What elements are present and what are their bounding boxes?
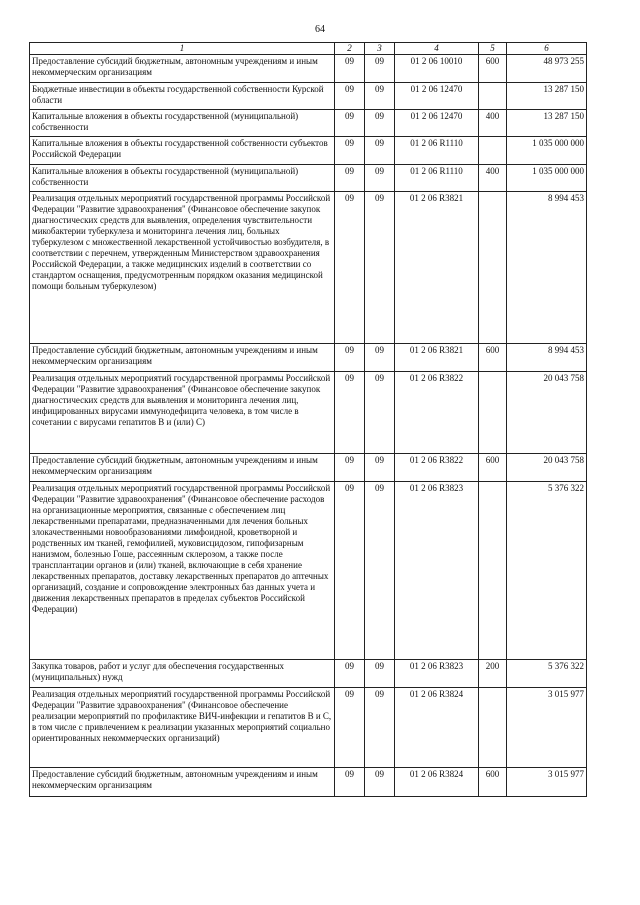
row-section: 09 xyxy=(335,165,365,192)
row-subsection: 09 xyxy=(365,137,395,165)
header-col-expense-type: 5 xyxy=(479,43,507,55)
budget-table xyxy=(29,42,587,797)
row-amount: 13 287 150 xyxy=(507,83,587,110)
row-name: Реализация отдельных мероприятий государственной программы Российской Федерации "Развитие здравоохранения" (Финансовое обеспечение закупок диагностических средств для выявления, определения чувствительности микобактерии туберкулеза и мониторинга лечения лиц, больных туберкулезом с множественной лекарственной устойчивостью возбудителя, в соответствии с перечнем, утвержденным Министерством здравоохранения Российской Федерации, а также медицинских изделий в соответствии со стандартом оснащения, предусмотренным порядком оказания медицинской помощи больным туберкулезом) xyxy=(30,192,335,344)
table-row xyxy=(30,83,587,110)
row-name: Закупка товаров, работ и услуг для обеспечения государственных (муниципальных) нужд xyxy=(30,660,335,688)
row-subsection: 09 xyxy=(365,660,395,688)
row-target-article: 01 2 06 R3822 xyxy=(395,454,479,482)
row-subsection: 09 xyxy=(365,110,395,137)
row-amount: 1 035 000 000 xyxy=(507,165,587,192)
row-expense-type xyxy=(479,83,507,110)
row-amount: 8 994 453 xyxy=(507,192,587,344)
header-row xyxy=(30,43,587,55)
header-col-section: 2 xyxy=(335,43,365,55)
header-col-name: 1 xyxy=(30,43,335,55)
row-section: 09 xyxy=(335,344,365,372)
row-target-article: 01 2 06 12470 xyxy=(395,83,479,110)
row-amount: 1 035 000 000 xyxy=(507,137,587,165)
row-name: Бюджетные инвестиции в объекты государственной собственности Курской области xyxy=(30,83,335,110)
row-target-article: 01 2 06 R3821 xyxy=(395,344,479,372)
row-section: 09 xyxy=(335,137,365,165)
row-section: 09 xyxy=(335,192,365,344)
row-section: 09 xyxy=(335,83,365,110)
header-col-subsection: 3 xyxy=(365,43,395,55)
row-section: 09 xyxy=(335,688,365,768)
row-section: 09 xyxy=(335,454,365,482)
row-amount: 20 043 758 xyxy=(507,454,587,482)
row-expense-type: 600 xyxy=(479,454,507,482)
row-target-article: 01 2 06 R3823 xyxy=(395,482,479,660)
row-subsection: 09 xyxy=(365,165,395,192)
row-name: Предоставление субсидий бюджетным, автономным учреждениям и иным некоммерческим организациям xyxy=(30,768,335,797)
page-number: 64 xyxy=(315,24,325,35)
row-subsection: 09 xyxy=(365,192,395,344)
header-col-amount: 6 xyxy=(507,43,587,55)
row-name: Реализация отдельных мероприятий государственной программы Российской Федерации "Развитие здравоохранения" (Финансовое обеспечение реализации мероприятий по профилактике ВИЧ-инфекции и гепатитов В и С, в том числе с привлечением к реализации указанных мероприятий социально ориентированных некоммерческих организаций) xyxy=(30,688,335,768)
row-name: Предоставление субсидий бюджетным, автономным учреждениям и иным некоммерческим организациям xyxy=(30,454,335,482)
row-target-article: 01 2 06 R3824 xyxy=(395,688,479,768)
row-section: 09 xyxy=(335,110,365,137)
table-row xyxy=(30,454,587,482)
row-target-article: 01 2 06 R3822 xyxy=(395,372,479,454)
table-row xyxy=(30,55,587,83)
row-expense-type xyxy=(479,192,507,344)
row-subsection: 09 xyxy=(365,83,395,110)
table-row xyxy=(30,688,587,768)
row-target-article: 01 2 06 R3823 xyxy=(395,660,479,688)
row-expense-type xyxy=(479,372,507,454)
row-amount: 20 043 758 xyxy=(507,372,587,454)
row-name: Предоставление субсидий бюджетным, автономным учреждениям и иным некоммерческим организациям xyxy=(30,344,335,372)
row-expense-type: 400 xyxy=(479,165,507,192)
row-target-article: 01 2 06 R1110 xyxy=(395,137,479,165)
row-subsection: 09 xyxy=(365,372,395,454)
row-target-article: 01 2 06 R3824 xyxy=(395,768,479,797)
row-expense-type xyxy=(479,688,507,768)
row-subsection: 09 xyxy=(365,688,395,768)
table-row xyxy=(30,768,587,797)
row-amount: 8 994 453 xyxy=(507,344,587,372)
row-amount: 5 376 322 xyxy=(507,482,587,660)
row-expense-type: 600 xyxy=(479,55,507,83)
row-amount: 3 015 977 xyxy=(507,768,587,797)
row-name: Капитальные вложения в объекты государственной (муниципальной) собственности xyxy=(30,165,335,192)
table-row xyxy=(30,372,587,454)
table-row xyxy=(30,660,587,688)
row-name: Капитальные вложения в объекты государственной собственности субъектов Российской Федерации xyxy=(30,137,335,165)
row-expense-type: 600 xyxy=(479,768,507,797)
row-target-article: 01 2 06 10010 xyxy=(395,55,479,83)
row-amount: 3 015 977 xyxy=(507,688,587,768)
header-col-target-article: 4 xyxy=(395,43,479,55)
row-section: 09 xyxy=(335,768,365,797)
row-expense-type xyxy=(479,137,507,165)
row-expense-type: 600 xyxy=(479,344,507,372)
row-expense-type xyxy=(479,482,507,660)
table-row xyxy=(30,344,587,372)
row-target-article: 01 2 06 R3821 xyxy=(395,192,479,344)
row-section: 09 xyxy=(335,660,365,688)
row-subsection: 09 xyxy=(365,482,395,660)
row-name: Реализация отдельных мероприятий государственной программы Российской Федерации "Развитие здравоохранения" (Финансовое обеспечение закупок диагностических средств для выявления и мониторинга лечения лиц, инфицированных вирусами иммунодефицита человека, в том числе в сочетании с вирусами гепатитов В и (или) С) xyxy=(30,372,335,454)
row-amount: 5 376 322 xyxy=(507,660,587,688)
row-section: 09 xyxy=(335,372,365,454)
table-row xyxy=(30,137,587,165)
row-target-article: 01 2 06 12470 xyxy=(395,110,479,137)
row-name: Реализация отдельных мероприятий государственной программы Российской Федерации "Развитие здравоохранения" (Финансовое обеспечение расходов на организационные мероприятия, связанные с обеспечением лиц лекарственными препаратами, предназначенными для лечения больных злокачественными новообразованиями лимфоидной, кроветворной и родственных им тканей, гемофилией, муковисцидозом, гипофизарным нанизмом, болезнью Гоше, рассеянным склерозом, а также после трансплантации органов и (или) тканей, включающие в себя хранение лекарственных препаратов, доставку лекарственных препаратов до аптечных организаций, создание и сопровождение электронных баз данных учета и движения лекарственных препаратов в пределах субъектов Российской Федерации) xyxy=(30,482,335,660)
row-target-article: 01 2 06 R1110 xyxy=(395,165,479,192)
row-name: Капитальные вложения в объекты государственной (муниципальной) собственности xyxy=(30,110,335,137)
row-expense-type: 400 xyxy=(479,110,507,137)
table-row xyxy=(30,165,587,192)
row-section: 09 xyxy=(335,55,365,83)
table-row xyxy=(30,110,587,137)
row-amount: 13 287 150 xyxy=(507,110,587,137)
table-row xyxy=(30,192,587,344)
row-subsection: 09 xyxy=(365,768,395,797)
row-subsection: 09 xyxy=(365,344,395,372)
row-name: Предоставление субсидий бюджетным, автономным учреждениям и иным некоммерческим организациям xyxy=(30,55,335,83)
row-section: 09 xyxy=(335,482,365,660)
row-expense-type: 200 xyxy=(479,660,507,688)
table-row xyxy=(30,482,587,660)
row-amount: 48 973 255 xyxy=(507,55,587,83)
row-subsection: 09 xyxy=(365,55,395,83)
row-subsection: 09 xyxy=(365,454,395,482)
